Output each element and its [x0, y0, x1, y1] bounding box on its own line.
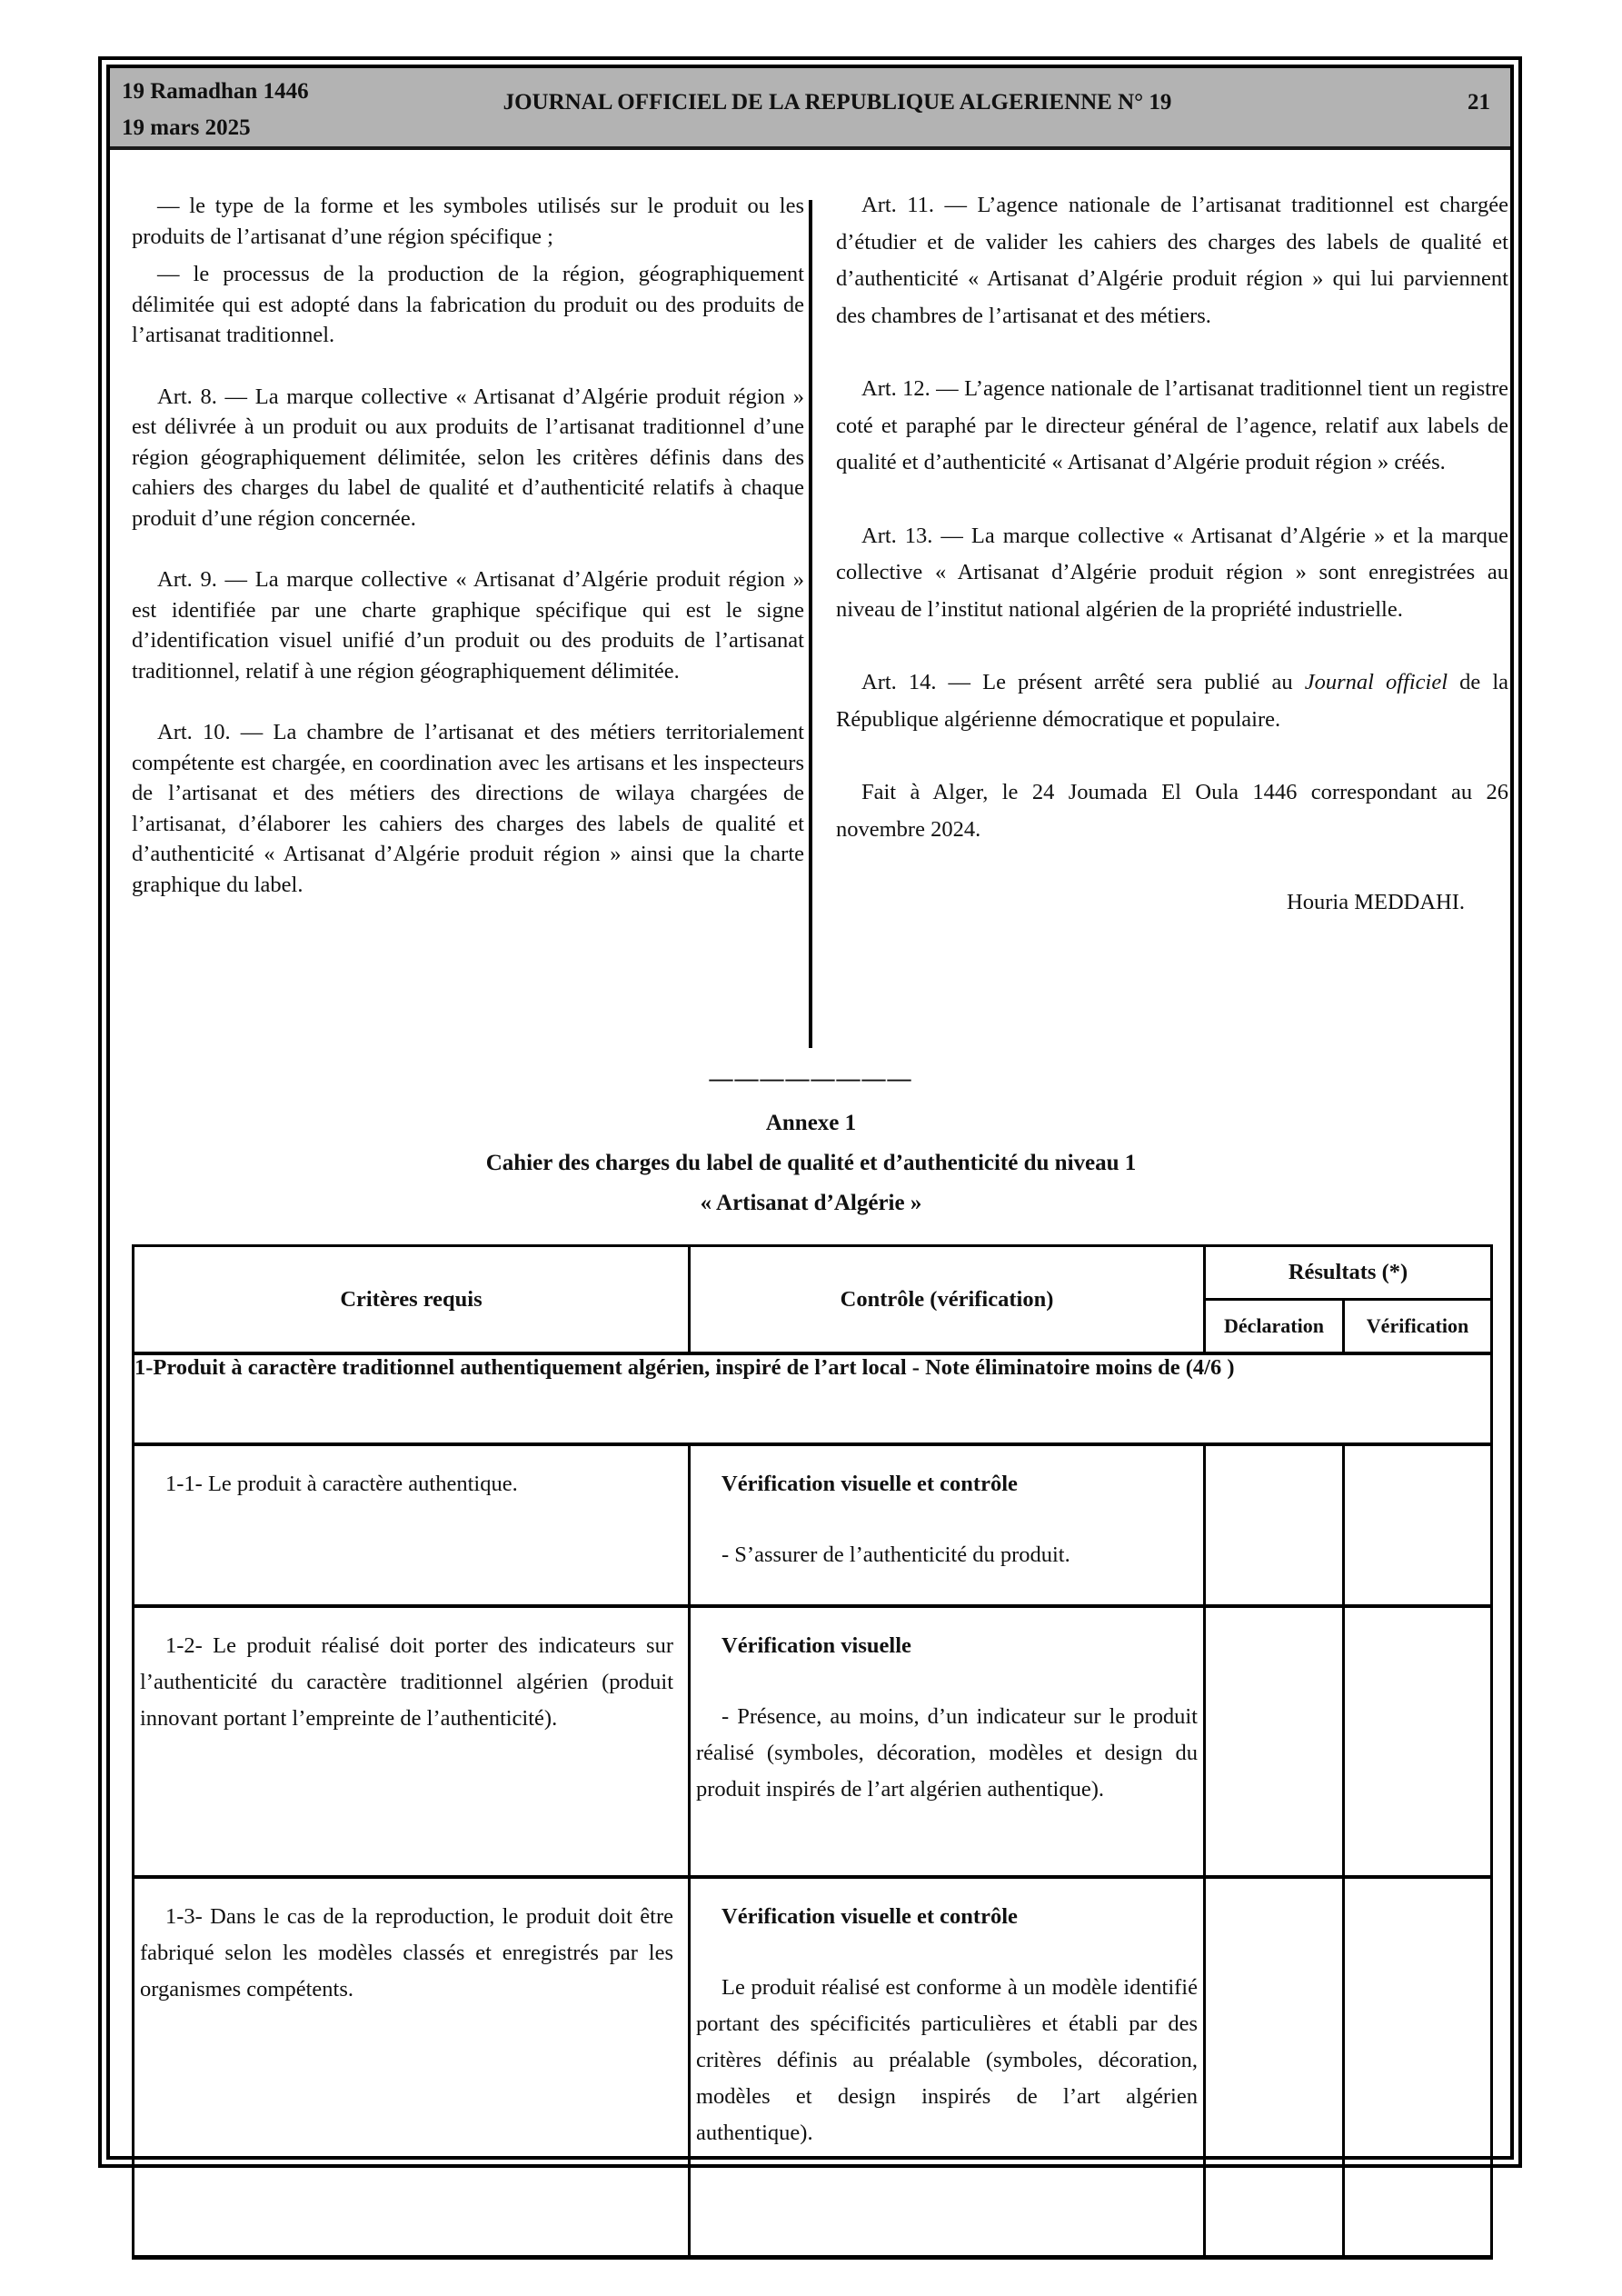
table-row — [134, 1877, 1492, 2258]
header-declaration: Déclaration — [1205, 1300, 1344, 1354]
control-label: Vérification visuelle — [721, 1633, 911, 1658]
section-title: 1-Produit à caractère traditionnel authentiquement algérien, inspiré de l’art local - Note éliminatoire moins de (4/6 ) — [134, 1353, 1492, 1444]
hijri-date: 19 Ramadhan 1446 — [122, 79, 309, 104]
gregorian-date: 19 mars 2025 — [122, 115, 251, 140]
control-cell — [690, 1877, 1205, 2258]
article-14: Art. 14. — Le présent arrêté sera publié au Journal officiel de la République algérienne démocratique et populaire. — [836, 670, 1508, 732]
article-11: Art. 11. — L’agence nationale de l’artisanat traditionnel est chargée d’étudier et de valider les cahiers des charges des labels de qualité et d’authenticité « Artisanat d’Algérie produit région » qui lui parviennent des chambres de l’artisanat et des métiers. — [836, 193, 1508, 328]
article-9: Art. 9. — La marque collective « Artisanat d’Algérie produit région » est identifiée par une charte graphique spécifique qui est le signe d’identification visuel unifié d’un produit ou des produits de l’artisanat traditionnel, relatif à une région géographiquement délimitée. — [132, 567, 804, 684]
bullet-item: — le type de la forme et les symboles utilisés sur le produit ou les produits de l’artisanat d’une région spécifique ; — [132, 194, 804, 249]
header-criteria: Critères requis — [134, 1246, 690, 1354]
verification-cell[interactable] — [1344, 1606, 1492, 1877]
annex-subtitle: Cahier des charges du label de qualité et d’authenticité du niveau 1 — [485, 1151, 1137, 1175]
verification-cell[interactable] — [1344, 1877, 1492, 2258]
declaration-cell[interactable] — [1205, 1877, 1344, 2258]
verification-cell[interactable] — [1344, 1444, 1492, 1606]
article-10: Art. 10. — La chambre de l’artisanat et des métiers territorialement compétente est chargée, en coordination avec les artisans et les inspecteurs de l’artisanat et des métiers des directions de wilaya chargées de l’artisanat, d’élaborer les cahiers des charges des labels de qualité et d’authenticité « Artisanat d’Algérie produit région » ainsi que la charte graphique du label. — [132, 720, 804, 897]
column-divider — [809, 200, 812, 1048]
table-row — [134, 1444, 1492, 1606]
table-row — [134, 1606, 1492, 1877]
bullet-item: — le processus de la production de la région, géographiquement délimitée qui est adopté dans la fabrication du produit ou des produits de l’artisanat traditionnel. — [132, 262, 804, 347]
section-row — [134, 1353, 1492, 1444]
header-control: Contrôle (vérification) — [690, 1246, 1205, 1354]
annex-label: « Artisanat d’Algérie » — [700, 1191, 922, 1215]
criterion-cell: 1-3- Dans le cas de la reproduction, le produit doit être fabriqué selon les modèles classés et enregistrés par les organismes compétents. — [134, 1877, 690, 2258]
control-cell — [690, 1606, 1205, 1877]
right-column — [836, 187, 1508, 922]
section-separator: ———————— — [709, 1065, 913, 1092]
declaration-cell[interactable] — [1205, 1444, 1344, 1606]
control-description: - S’assurer de l’authenticité du produit. — [721, 1542, 1070, 1567]
journal-title: JOURNAL OFFICIEL DE LA REPUBLIQUE ALGERIENNE N° 19 — [503, 90, 1172, 115]
article-8: Art. 8. — La marque collective « Artisanat d’Algérie produit région » est délivrée à un produit ou aux produits de l’artisanat traditionnel d’une région géographiquement délimitée, selon les critères définis dans des cahiers des charges du label de qualité et d’authenticité relatifs à chaque produit d’une région concernée. — [132, 384, 804, 531]
article-13: Art. 13. — La marque collective « Artisanat d’Algérie » et la marque collective « Artisanat d’Algérie produit région » sont enregistrées au niveau de l’institut national algérien de la propriété industrielle. — [836, 523, 1508, 622]
specifications-table — [132, 1244, 1493, 2260]
header-results: Résultats (*) — [1205, 1246, 1492, 1300]
criterion-cell: 1-1- Le produit à caractère authentique. — [134, 1444, 690, 1606]
left-column — [132, 191, 804, 900]
closing-statement: Fait à Alger, le 24 Joumada El Oula 1446 correspondant au 26 novembre 2024. — [836, 780, 1508, 842]
control-label: Vérification visuelle et contrôle — [721, 1904, 1018, 1929]
article-12: Art. 12. — L’agence nationale de l’artisanat traditionnel tient un registre coté et paraphé par le directeur général de l’agence, relatif aux labels de qualité et d’authenticité « Artisanat d’Algérie produit région » créés. — [836, 376, 1508, 474]
journal-officiel-italic: Journal officiel — [1304, 670, 1448, 694]
declaration-cell[interactable] — [1205, 1606, 1344, 1877]
criterion-cell: 1-2- Le produit réalisé doit porter des indicateurs sur l’authenticité du caractère traditionnel algérien (produit innovant portant l’empreinte de l’authenticité). — [134, 1606, 690, 1877]
signature: Houria MEDDAHI. — [1287, 890, 1465, 914]
header-verification: Vérification — [1344, 1300, 1492, 1354]
control-description: - Présence, au moins, d’un indicateur sur le produit réalisé (symboles, décoration, modèles et design du produit inspirés de l’art algérien authentique). — [696, 1704, 1198, 1802]
control-cell — [690, 1444, 1205, 1606]
control-label: Vérification visuelle et contrôle — [721, 1472, 1018, 1496]
table-header-row — [134, 1246, 1492, 1300]
control-description: Le produit réalisé est conforme à un modèle identifié portant des spécificités particulières et établi par des critères définis au préalable (symboles, décoration, modèles et design inspirés de l’art algérien authentique). — [696, 1975, 1198, 2145]
page-number: 21 — [1468, 90, 1490, 115]
journal-header — [110, 68, 1510, 150]
annex-title: Annexe 1 — [765, 1111, 857, 1135]
